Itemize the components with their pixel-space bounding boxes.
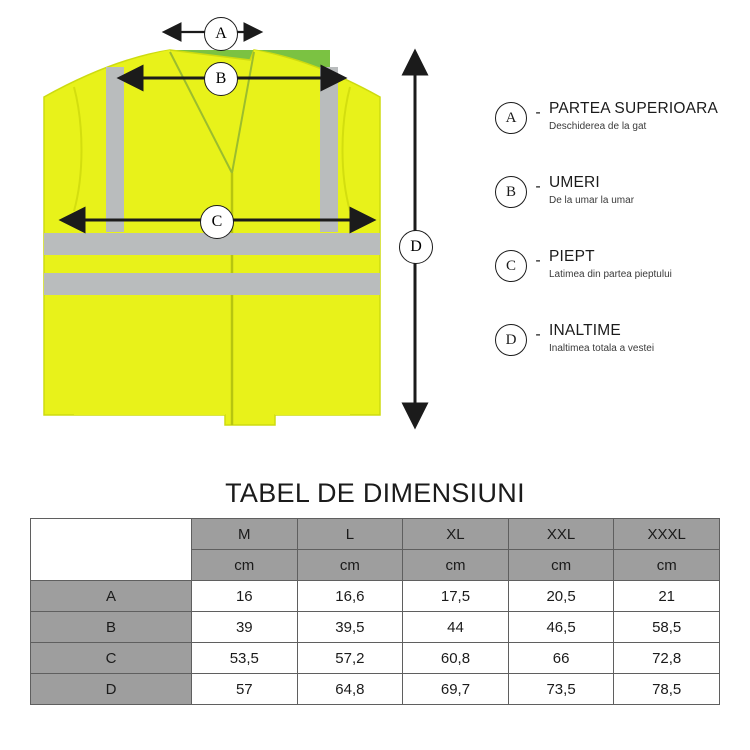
- legend-badge-b-label: B: [505, 183, 516, 200]
- legend-item-a: [495, 100, 745, 148]
- marker-badge-c: [200, 205, 234, 239]
- legend-item-d: [495, 322, 745, 370]
- legend-title-b: UMERI: [549, 174, 600, 191]
- table-cell-c-xxl: 66: [508, 643, 614, 674]
- legend-subtitle-b: De la umar la umar: [549, 195, 635, 206]
- legend-text-b: [549, 174, 634, 207]
- table-unit-xxl: cm: [508, 550, 614, 581]
- legend-item-c: [495, 248, 745, 296]
- table-size-xxxl: XXXL: [614, 519, 720, 550]
- legend-dash-a: -: [535, 104, 541, 121]
- table-row: [31, 643, 720, 674]
- table-cell-a-xxxl: 21: [614, 581, 720, 612]
- table-title: TABEL DE DIMENSIUNI: [225, 478, 525, 508]
- table-cell-c-m: 53,5: [192, 643, 298, 674]
- legend-dash-b: -: [535, 178, 541, 195]
- table-size-l: L: [297, 519, 403, 550]
- marker-badge-d: [399, 230, 433, 264]
- legend-badge-c-label: C: [505, 257, 516, 274]
- marker-label-a: A: [215, 25, 227, 42]
- legend-title-c: PIEPT: [549, 248, 595, 265]
- marker-label-c: C: [211, 213, 223, 230]
- table-unit-xl: cm: [403, 550, 509, 581]
- table-unit-xxxl: cm: [614, 550, 720, 581]
- table-cell-a-l: 16,6: [297, 581, 403, 612]
- table-cell-d-xxl: 73,5: [508, 674, 614, 705]
- marker-label-d: D: [410, 238, 422, 255]
- table-row-label-a: A: [31, 581, 192, 612]
- legend-badge-d: [495, 324, 527, 356]
- table-size-xxl: XXL: [508, 519, 614, 550]
- marker-label-b: B: [215, 70, 227, 87]
- table-cell-d-m: 57: [192, 674, 298, 705]
- legend: [495, 100, 745, 396]
- table-cell-b-xl: 44: [403, 612, 509, 643]
- table-cell-d-xl: 69,7: [403, 674, 509, 705]
- table-row-label-d: D: [31, 674, 192, 705]
- table-header-sizes: [31, 519, 720, 550]
- legend-subtitle-c: Latimea din partea pieptului: [549, 269, 672, 280]
- legend-badge-b: [495, 176, 527, 208]
- table-size-m: M: [192, 519, 298, 550]
- legend-badge-c: [495, 250, 527, 282]
- table-unit-l: cm: [297, 550, 403, 581]
- table-row: [31, 612, 720, 643]
- table-row-label-c: C: [31, 643, 192, 674]
- legend-text-a: [549, 100, 718, 133]
- marker-badge-b: [204, 62, 238, 96]
- size-table: [30, 518, 720, 705]
- table-row: [31, 674, 720, 705]
- table-cell-a-m: 16: [192, 581, 298, 612]
- legend-title-d: INALTIME: [549, 322, 621, 339]
- table-size-xl: XL: [403, 519, 509, 550]
- marker-badge-a: [204, 17, 238, 51]
- table-corner-cell: [31, 519, 192, 581]
- legend-title-a: PARTEA SUPERIOARA: [549, 100, 719, 117]
- legend-text-d: [549, 322, 654, 355]
- table-row-label-b: B: [31, 612, 192, 643]
- stripe-shoulder-left: [106, 67, 124, 232]
- stripe-waist-lower: [44, 273, 380, 295]
- legend-badge-a-label: A: [505, 109, 517, 126]
- table-cell-b-xxl: 46,5: [508, 612, 614, 643]
- table-cell-a-xl: 17,5: [403, 581, 509, 612]
- table-cell-b-xxxl: 58,5: [614, 612, 720, 643]
- table-cell-a-xxl: 20,5: [508, 581, 614, 612]
- legend-dash-d: -: [535, 326, 541, 343]
- legend-subtitle-d: Inaltimea totala a vestei: [549, 343, 655, 354]
- table-cell-d-l: 64,8: [297, 674, 403, 705]
- table-cell-c-l: 57,2: [297, 643, 403, 674]
- table-cell-d-xxxl: 78,5: [614, 674, 720, 705]
- legend-badge-d-label: D: [505, 331, 517, 348]
- table-row: [31, 581, 720, 612]
- table-cell-c-xxxl: 72,8: [614, 643, 720, 674]
- stripe-shoulder-right: [320, 67, 338, 232]
- legend-text-c: [549, 248, 672, 281]
- legend-dash-c: -: [535, 252, 541, 269]
- legend-badge-a: [495, 102, 527, 134]
- table-cell-b-l: 39,5: [297, 612, 403, 643]
- table-cell-c-xl: 60,8: [403, 643, 509, 674]
- table-cell-b-m: 39: [192, 612, 298, 643]
- legend-subtitle-a: Deschiderea de la gat: [549, 121, 647, 132]
- legend-item-b: [495, 174, 745, 222]
- table-unit-m: cm: [192, 550, 298, 581]
